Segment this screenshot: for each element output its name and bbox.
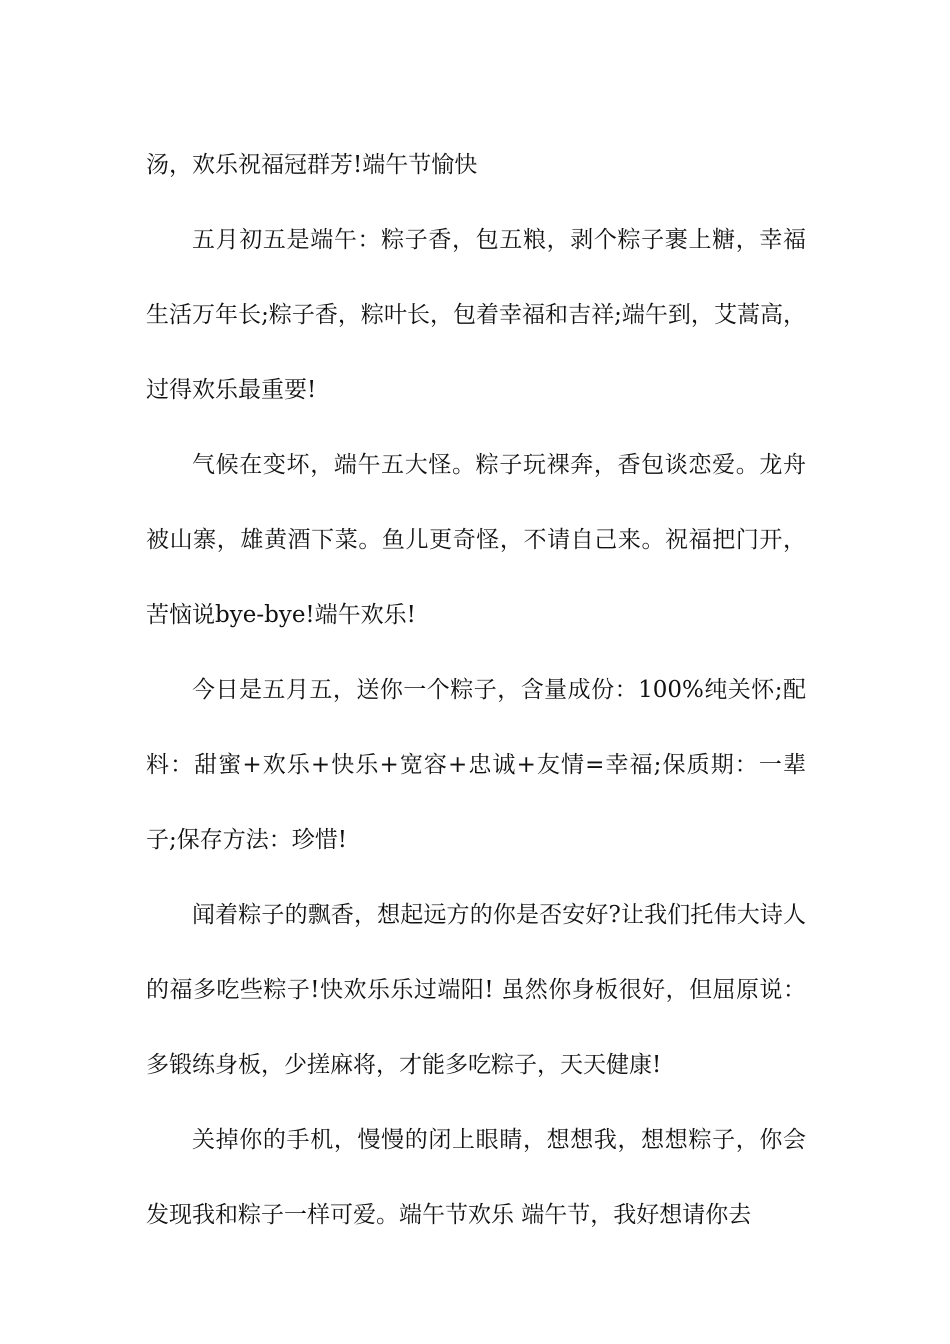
paragraph-continuation: 汤，欢乐祝福冠群芳!端午节愉快 [146,152,478,178]
document-body [146,128,806,1253]
paragraph: 闻着粽子的飘香，想起远方的你是否安好?让我们托伟大诗人的福多吃些粽子!快欢乐乐过端阳! 虽然你身板很好，但屈原说：多锻练身板，少搓麻将，才能多吃粽子，天天健康! [146,902,806,1078]
paragraph: 五月初五是端午：粽子香，包五粮，剥个粽子裹上糖，幸福生活万年长;粽子香，粽叶长，包着幸福和吉祥;端午到，艾蒿高，过得欢乐最重要! [146,227,806,403]
paragraph: 气候在变坏，端午五大怪。粽子玩裸奔，香包谈恋爱。龙舟被山寨，雄黄酒下菜。鱼儿更奇怪，不请自己来。祝福把门开，苦恼说bye-bye!端午欢乐! [146,452,806,628]
paragraph: 今日是五月五，送你一个粽子，含量成份：100%纯关怀;配料：甜蜜+欢乐+快乐+宽容+忠诚+友情=幸福;保质期：一辈子;保存方法：珍惜! [146,677,806,853]
paragraph: 关掉你的手机，慢慢的闭上眼睛，想想我，想想粽子，你会发现我和粽子一样可爱。端午节欢乐 端午节，我好想请你去 [146,1127,806,1228]
